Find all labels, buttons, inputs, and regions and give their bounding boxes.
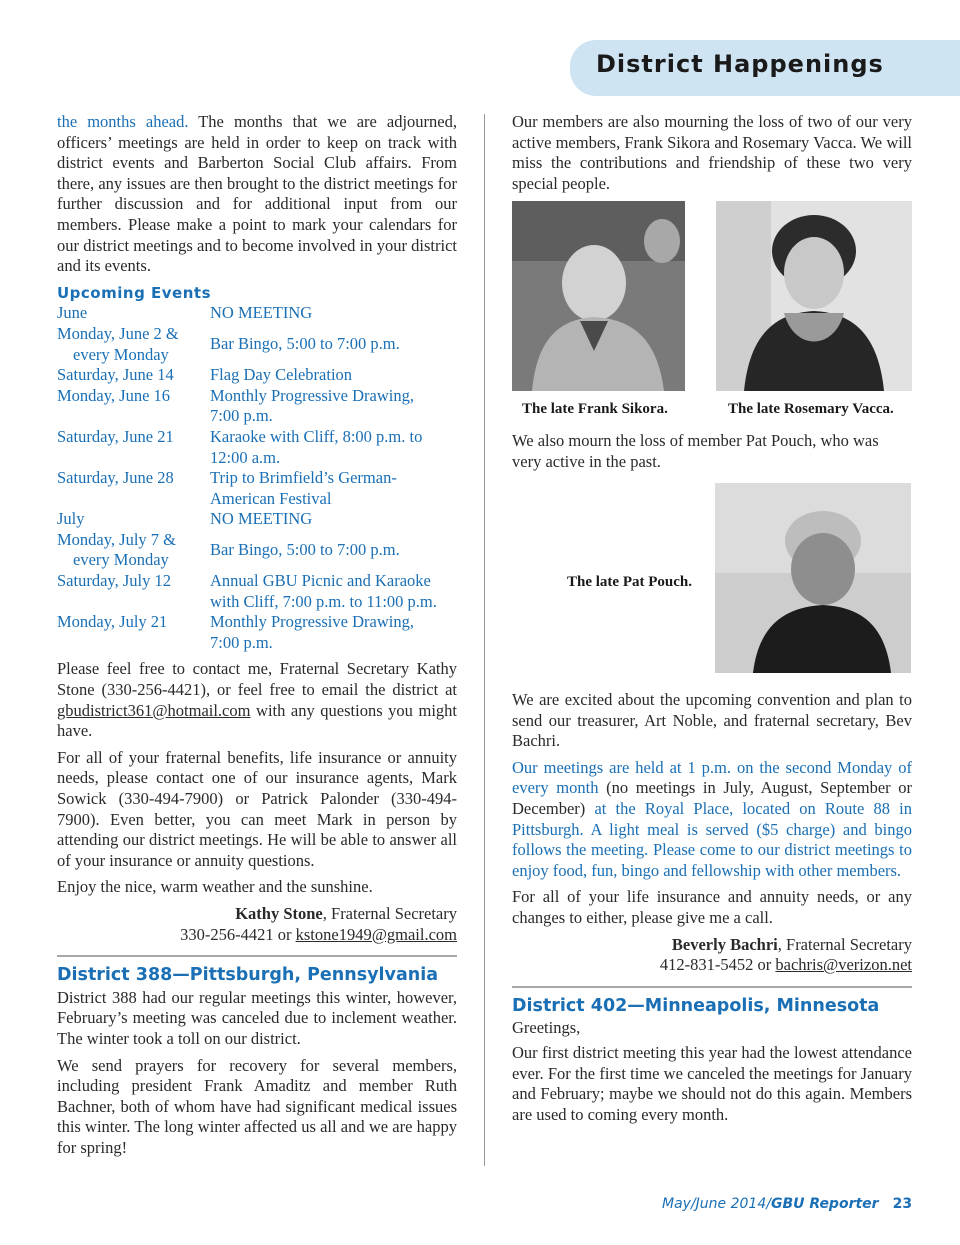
intro-paragraph (57, 112, 457, 277)
kathy-sig-phone: 330-256-4421 or (180, 924, 296, 944)
event-date-line: Monday, June 16 (57, 385, 171, 405)
beverly-signature-line (512, 935, 912, 956)
event-date-line-2: every Monday (73, 550, 169, 570)
event-description (210, 468, 457, 509)
event-text: Annual GBU Picnic and Karaoke (210, 571, 431, 591)
event-description (210, 530, 457, 571)
meetings-exceptions: (no meetings in July, August, September or December) (512, 778, 913, 818)
event-description (210, 365, 457, 386)
intro-rest: The months that we are adjourned, officers’ meetings are held in order to keep on track with district events and Barberton Social Club affairs. From there, any issues are then brought to the district meetings for further discussion and for additional input from our members. Please make a point to mark your calendars for our district meetings and to become involved in your district and its events. (57, 112, 457, 276)
contact-pre: Please feel free to contact me, Fraternal Secretary Kathy Stone (330-256-4421), or feel free to email the district at (57, 659, 457, 700)
event-row (57, 324, 457, 365)
mourning-paragraph: Our members are also mourning the loss of two of our very active members, Frank Sikora and Rosemary Vacca. We will miss the contributions and friendship of these two very special people. (512, 112, 912, 193)
beverly-email-link[interactable]: bachris@verizon.net (775, 955, 912, 975)
caption-rosemary-vacca: The late Rosemary Vacca. (728, 401, 894, 417)
event-row (57, 427, 457, 468)
event-text: Bar Bingo, 5:00 to 7:00 p.m. (210, 540, 400, 560)
event-row (57, 530, 457, 571)
event-date (57, 612, 210, 653)
footer-publication: GBU Reporter (770, 1196, 879, 1212)
event-text: NO MEETING (210, 509, 313, 529)
district-388-heading: District 388—Pittsburgh, Pennsylvania (57, 965, 439, 986)
event-text-2: American Festival (210, 488, 332, 508)
photo-pat-pouch (715, 483, 911, 673)
kathy-signature-line (57, 904, 457, 925)
photo-rosemary-vacca (716, 201, 912, 391)
events-table (57, 303, 457, 653)
meetings-location: at the Royal Place, located on Route 88 in Pittsburgh. A light meal is served ($5 charge) and bingo follows the meeting. Please come to our district meetings to enjoy food, fun, bingo and fellowship with other members. (512, 798, 912, 880)
convention-paragraph: We are excited about the upcoming convention and plan to send our treasurer, Art Noble, and fraternal secretary, Bev Bachri. (512, 690, 912, 751)
district-402-heading: District 402—Minneapolis, Minnesota (512, 995, 880, 1016)
event-description (210, 571, 457, 612)
right-column-bottom (512, 690, 912, 1131)
event-date-line-2: every Monday (73, 344, 169, 364)
event-row (57, 612, 457, 653)
right-column-pat (512, 431, 912, 478)
district-402-paragraph: Our first district meeting this year had the lowest attendance ever. For the first time we canceled the meetings for January and February; maybe we should not do this again. Members are used to coming every month. (512, 1042, 912, 1124)
event-text: Flag Day Celebration (210, 365, 353, 385)
event-text: Monthly Progressive Drawing, (210, 385, 414, 405)
event-date-line: Saturday, June 28 (57, 468, 174, 488)
photo-frank-sikora (512, 201, 685, 391)
section-divider (57, 955, 457, 957)
pat-pouch-paragraph: We also mourn the loss of member Pat Pouch, who was very active in the past. (512, 431, 879, 471)
page-number: 23 (892, 1196, 913, 1212)
event-date (57, 468, 210, 509)
caption-frank-sikora: The late Frank Sikora. (522, 401, 668, 417)
event-date-line: Monday, July 7 & (57, 529, 177, 549)
section-divider (512, 986, 912, 988)
intro-lead: the months ahead. (57, 112, 189, 131)
contact-paragraph (57, 659, 457, 741)
event-row (57, 386, 457, 427)
beverly-sig-phone: 412-831-5452 or (659, 955, 776, 975)
event-text-2: 7:00 p.m. (210, 406, 273, 426)
section-title: District Happenings (596, 50, 884, 78)
kathy-email-link[interactable]: kstone1949@gmail.com (295, 924, 457, 944)
event-text-2: 12:00 a.m. (210, 447, 281, 467)
event-date-line: Saturday, July 12 (57, 571, 171, 591)
event-text: Bar Bingo, 5:00 to 7:00 p.m. (210, 334, 400, 354)
event-row (57, 468, 457, 509)
beverly-sig-title: , Fraternal Secretary (777, 934, 912, 954)
event-date (57, 509, 210, 530)
event-text-2: with Cliff, 7:00 p.m. to 11:00 p.m. (210, 591, 437, 611)
district-email-link[interactable]: gbudistrict361@hotmail.com (57, 700, 251, 720)
contact-post: with any questions you might have. (57, 700, 457, 741)
left-column (57, 112, 457, 1165)
event-description (210, 509, 457, 530)
event-date (57, 324, 210, 365)
event-date (57, 303, 210, 324)
page-footer (662, 1196, 912, 1212)
event-description (210, 427, 457, 468)
event-date-line: July (57, 509, 85, 529)
event-text: Trip to Brimfield’s German- (210, 468, 397, 488)
greetings-line: Greetings, (512, 1018, 581, 1038)
event-date-line: Monday, June 2 & (57, 323, 179, 343)
event-text-2: 7:00 p.m. (210, 632, 273, 652)
event-text: NO MEETING (210, 303, 313, 323)
district-388-paragraph-1: District 388 had our regular meetings this winter, however, February’s meeting was canceled due to inclement weather. The winter took a toll on our district. (57, 987, 457, 1048)
column-divider (484, 114, 485, 1166)
event-description (210, 386, 457, 427)
event-row (57, 509, 457, 530)
event-date-line: Saturday, June 14 (57, 365, 174, 385)
insurance-paragraph: For all of your life insurance and annuity needs, or any changes to either, please give me a call. (512, 887, 912, 927)
event-text: Monthly Progressive Drawing, (210, 612, 414, 632)
event-date-line: Saturday, June 21 (57, 426, 174, 446)
event-description (210, 612, 457, 653)
event-date (57, 530, 210, 571)
enjoy-paragraph: Enjoy the nice, warm weather and the sunshine. (57, 877, 373, 897)
event-date-line: Monday, July 21 (57, 612, 168, 632)
event-description (210, 324, 457, 365)
kathy-contact-line (57, 925, 457, 946)
event-row (57, 303, 457, 324)
caption-pat-pouch: The late Pat Pouch. (567, 574, 692, 590)
event-date (57, 365, 210, 386)
district-388-paragraph-2: We send prayers for recovery for several members, including president Frank Amaditz and member Ruth Bachner, both of whom have had significant medical issues this winter. The long winter affected us all and we are happy for spring! (57, 1055, 457, 1157)
event-date-line: June (57, 303, 88, 323)
event-text: Karaoke with Cliff, 8:00 p.m. to (210, 426, 423, 446)
event-date (57, 386, 210, 427)
beverly-contact-line (512, 955, 912, 976)
kathy-sig-name: Kathy Stone (235, 903, 323, 923)
benefits-paragraph: For all of your fraternal benefits, life insurance or annuity needs, please contact one of our insurance agents, Mark Sowick (330-494-7900) or Patrick Palonder (330-494-7900). Even better, you can meet Mark in person by attending our district meetings. He will be able to answer all of your insurance or annuity questions. (57, 747, 457, 870)
event-row (57, 571, 457, 612)
event-date (57, 427, 210, 468)
event-description (210, 303, 457, 324)
event-row (57, 365, 457, 386)
right-column-top (512, 112, 912, 200)
meetings-time: Our meetings are held at 1 p.m. on the second Monday of every month (512, 757, 912, 798)
event-date (57, 571, 210, 612)
beverly-sig-name: Beverly Bachri (671, 934, 778, 954)
meetings-paragraph (512, 758, 912, 882)
upcoming-events-heading: Upcoming Events (57, 283, 211, 302)
kathy-sig-title: , Fraternal Secretary (322, 903, 457, 923)
footer-issue: May/June 2014/ (662, 1196, 771, 1212)
